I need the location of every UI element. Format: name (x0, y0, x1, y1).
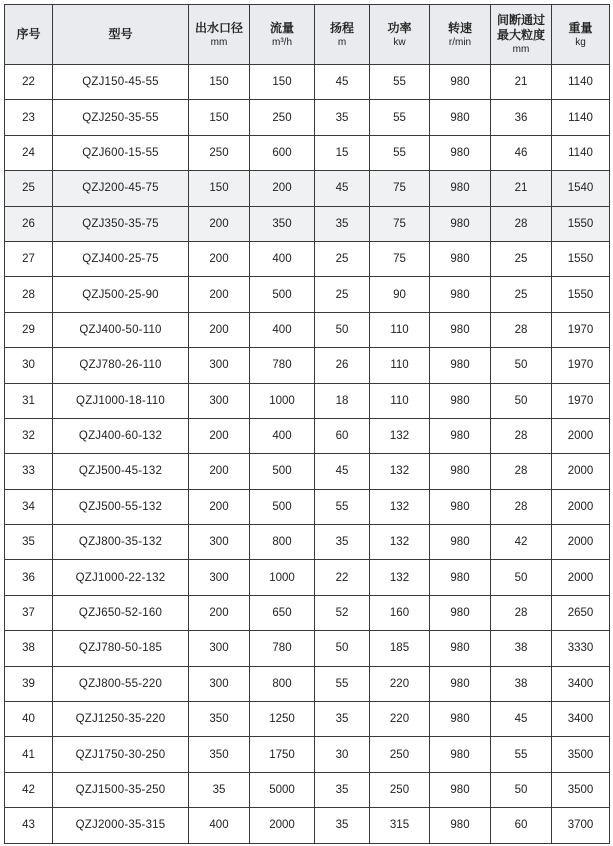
cell-flow: 150 (250, 65, 315, 100)
cell-index: 34 (5, 489, 53, 524)
cell-model: QZJ650-52-160 (53, 595, 189, 630)
header-unit: mm (210, 36, 228, 48)
cell-speed: 980 (430, 206, 491, 241)
cell-index: 30 (5, 348, 53, 383)
cell-flow: 600 (250, 135, 315, 170)
cell-speed: 980 (430, 277, 491, 312)
cell-index: 26 (5, 206, 53, 241)
cell-head: 22 (315, 560, 370, 595)
cell-weight: 1970 (552, 348, 610, 383)
cell-model: QZJ400-60-132 (53, 418, 189, 453)
cell-outlet-diameter: 200 (189, 595, 250, 630)
cell-speed: 980 (430, 241, 491, 276)
cell-max-particle: 25 (491, 241, 552, 276)
cell-power: 315 (370, 808, 430, 843)
cell-speed: 980 (430, 100, 491, 135)
cell-speed: 980 (430, 525, 491, 560)
cell-model: QZJ600-15-55 (53, 135, 189, 170)
cell-flow: 200 (250, 171, 315, 206)
cell-index: 24 (5, 135, 53, 170)
cell-power: 250 (370, 737, 430, 772)
cell-index: 32 (5, 418, 53, 453)
cell-flow: 800 (250, 525, 315, 560)
cell-power: 110 (370, 348, 430, 383)
cell-weight: 3700 (552, 808, 610, 843)
cell-model: QZJ800-55-220 (53, 666, 189, 701)
cell-weight: 3400 (552, 702, 610, 737)
cell-speed: 980 (430, 631, 491, 666)
cell-model: QZJ250-35-55 (53, 100, 189, 135)
cell-weight: 1540 (552, 171, 610, 206)
table-row (5, 383, 610, 418)
table-row (5, 312, 610, 347)
cell-max-particle: 50 (491, 772, 552, 807)
cell-head: 25 (315, 277, 370, 312)
cell-max-particle: 45 (491, 702, 552, 737)
cell-flow: 2000 (250, 808, 315, 843)
cell-power: 160 (370, 595, 430, 630)
cell-model: QZJ150-45-55 (53, 65, 189, 100)
cell-flow: 780 (250, 631, 315, 666)
table-row (5, 808, 610, 843)
cell-speed: 980 (430, 171, 491, 206)
cell-model: QZJ350-35-75 (53, 206, 189, 241)
header-index: 序号 (5, 5, 53, 65)
cell-outlet-diameter: 200 (189, 277, 250, 312)
cell-outlet-diameter: 350 (189, 702, 250, 737)
table-row (5, 277, 610, 312)
cell-index: 25 (5, 171, 53, 206)
cell-outlet-diameter: 300 (189, 525, 250, 560)
cell-max-particle: 28 (491, 312, 552, 347)
header-outlet-diameter: 出水口径 mm (189, 5, 250, 65)
cell-index: 23 (5, 100, 53, 135)
header-weight: 重量 kg (552, 5, 610, 65)
cell-outlet-diameter: 150 (189, 171, 250, 206)
cell-max-particle: 36 (491, 100, 552, 135)
cell-weight: 1140 (552, 100, 610, 135)
cell-weight: 1550 (552, 206, 610, 241)
cell-weight: 2000 (552, 560, 610, 595)
cell-speed: 980 (430, 383, 491, 418)
cell-weight: 3500 (552, 772, 610, 807)
cell-speed: 980 (430, 737, 491, 772)
cell-max-particle: 38 (491, 631, 552, 666)
cell-power: 185 (370, 631, 430, 666)
cell-head: 55 (315, 666, 370, 701)
table-row (5, 560, 610, 595)
cell-max-particle: 28 (491, 595, 552, 630)
table-row (5, 525, 610, 560)
cell-speed: 980 (430, 418, 491, 453)
cell-head: 52 (315, 595, 370, 630)
cell-outlet-diameter: 150 (189, 100, 250, 135)
cell-index: 35 (5, 525, 53, 560)
cell-flow: 1000 (250, 560, 315, 595)
cell-max-particle: 50 (491, 383, 552, 418)
cell-weight: 1140 (552, 65, 610, 100)
table-row (5, 135, 610, 170)
cell-max-particle: 60 (491, 808, 552, 843)
table-row (5, 100, 610, 135)
cell-speed: 980 (430, 702, 491, 737)
cell-weight: 3400 (552, 666, 610, 701)
cell-head: 35 (315, 702, 370, 737)
cell-speed: 980 (430, 454, 491, 489)
cell-max-particle: 28 (491, 454, 552, 489)
cell-power: 132 (370, 489, 430, 524)
cell-flow: 780 (250, 348, 315, 383)
cell-index: 40 (5, 702, 53, 737)
table-row (5, 595, 610, 630)
cell-speed: 980 (430, 595, 491, 630)
cell-flow: 500 (250, 489, 315, 524)
cell-power: 250 (370, 772, 430, 807)
header-unit: kw (393, 36, 406, 48)
cell-power: 220 (370, 702, 430, 737)
cell-head: 35 (315, 808, 370, 843)
cell-weight: 3500 (552, 737, 610, 772)
header-unit: kg (575, 36, 586, 48)
pump-spec-table (4, 4, 610, 844)
cell-weight: 1140 (552, 135, 610, 170)
cell-speed: 980 (430, 135, 491, 170)
cell-outlet-diameter: 250 (189, 135, 250, 170)
cell-flow: 400 (250, 312, 315, 347)
cell-power: 75 (370, 241, 430, 276)
cell-weight: 2000 (552, 418, 610, 453)
cell-head: 50 (315, 631, 370, 666)
table-row (5, 772, 610, 807)
cell-model: QZJ400-25-75 (53, 241, 189, 276)
cell-power: 75 (370, 171, 430, 206)
cell-model: QZJ1750-30-250 (53, 737, 189, 772)
cell-index: 37 (5, 595, 53, 630)
cell-index: 42 (5, 772, 53, 807)
cell-power: 132 (370, 418, 430, 453)
cell-outlet-diameter: 150 (189, 65, 250, 100)
cell-head: 25 (315, 241, 370, 276)
table-row (5, 171, 610, 206)
cell-outlet-diameter: 300 (189, 631, 250, 666)
table-body (5, 65, 610, 844)
cell-weight: 2000 (552, 525, 610, 560)
cell-outlet-diameter: 200 (189, 206, 250, 241)
cell-power: 55 (370, 100, 430, 135)
cell-outlet-diameter: 200 (189, 418, 250, 453)
cell-model: QZJ200-45-75 (53, 171, 189, 206)
cell-max-particle: 21 (491, 65, 552, 100)
cell-max-particle: 25 (491, 277, 552, 312)
cell-max-particle: 42 (491, 525, 552, 560)
cell-outlet-diameter: 200 (189, 489, 250, 524)
cell-weight: 2650 (552, 595, 610, 630)
cell-flow: 350 (250, 206, 315, 241)
cell-outlet-diameter: 200 (189, 312, 250, 347)
table-row (5, 241, 610, 276)
cell-speed: 980 (430, 808, 491, 843)
cell-model: QZJ800-35-132 (53, 525, 189, 560)
cell-speed: 980 (430, 65, 491, 100)
header-unit: mm (512, 44, 530, 55)
cell-head: 60 (315, 418, 370, 453)
header-model: 型号 (53, 5, 189, 65)
cell-model: QZJ2000-35-315 (53, 808, 189, 843)
cell-outlet-diameter: 35 (189, 772, 250, 807)
cell-index: 43 (5, 808, 53, 843)
cell-weight: 2000 (552, 489, 610, 524)
header-flow: 流量 m³/h (250, 5, 315, 65)
cell-max-particle: 21 (491, 171, 552, 206)
cell-head: 26 (315, 348, 370, 383)
table-row (5, 418, 610, 453)
cell-model: QZJ400-50-110 (53, 312, 189, 347)
header-unit: m (337, 36, 347, 48)
cell-speed: 980 (430, 772, 491, 807)
table-row (5, 702, 610, 737)
cell-max-particle: 55 (491, 737, 552, 772)
table-row (5, 737, 610, 772)
cell-head: 45 (315, 171, 370, 206)
cell-index: 33 (5, 454, 53, 489)
cell-weight: 1550 (552, 277, 610, 312)
table-row (5, 454, 610, 489)
cell-index: 38 (5, 631, 53, 666)
table-row (5, 65, 610, 100)
cell-head: 15 (315, 135, 370, 170)
cell-outlet-diameter: 200 (189, 454, 250, 489)
cell-flow: 1750 (250, 737, 315, 772)
cell-flow: 5000 (250, 772, 315, 807)
cell-outlet-diameter: 300 (189, 560, 250, 595)
cell-head: 35 (315, 206, 370, 241)
cell-speed: 980 (430, 666, 491, 701)
cell-model: QZJ500-45-132 (53, 454, 189, 489)
cell-head: 35 (315, 525, 370, 560)
cell-power: 132 (370, 525, 430, 560)
cell-outlet-diameter: 400 (189, 808, 250, 843)
cell-head: 35 (315, 100, 370, 135)
cell-index: 41 (5, 737, 53, 772)
cell-weight: 3330 (552, 631, 610, 666)
cell-max-particle: 38 (491, 666, 552, 701)
cell-index: 27 (5, 241, 53, 276)
cell-outlet-diameter: 350 (189, 737, 250, 772)
cell-speed: 980 (430, 560, 491, 595)
cell-max-particle: 50 (491, 560, 552, 595)
cell-power: 75 (370, 206, 430, 241)
cell-weight: 2000 (552, 454, 610, 489)
cell-head: 18 (315, 383, 370, 418)
cell-flow: 400 (250, 241, 315, 276)
cell-index: 28 (5, 277, 53, 312)
cell-model: QZJ780-50-185 (53, 631, 189, 666)
cell-power: 55 (370, 65, 430, 100)
cell-max-particle: 28 (491, 489, 552, 524)
cell-index: 29 (5, 312, 53, 347)
header-max-particle: 间断通过 最大粒度 mm (491, 5, 552, 65)
cell-flow: 1000 (250, 383, 315, 418)
table-row (5, 206, 610, 241)
cell-flow: 650 (250, 595, 315, 630)
cell-speed: 980 (430, 312, 491, 347)
header-head: 扬程 m (315, 5, 370, 65)
header-power: 功率 kw (370, 5, 430, 65)
cell-flow: 400 (250, 418, 315, 453)
cell-outlet-diameter: 200 (189, 241, 250, 276)
cell-index: 31 (5, 383, 53, 418)
table-row (5, 666, 610, 701)
cell-flow: 500 (250, 277, 315, 312)
cell-weight: 1970 (552, 312, 610, 347)
cell-head: 45 (315, 454, 370, 489)
cell-flow: 250 (250, 100, 315, 135)
cell-head: 45 (315, 65, 370, 100)
cell-index: 36 (5, 560, 53, 595)
cell-model: QZJ1500-35-250 (53, 772, 189, 807)
header-unit: m³/h (272, 36, 292, 48)
cell-power: 90 (370, 277, 430, 312)
cell-power: 132 (370, 560, 430, 595)
cell-speed: 980 (430, 489, 491, 524)
cell-head: 50 (315, 312, 370, 347)
cell-model: QZJ1000-22-132 (53, 560, 189, 595)
table-row (5, 631, 610, 666)
table-row (5, 489, 610, 524)
cell-model: QZJ500-25-90 (53, 277, 189, 312)
cell-model: QZJ1000-18-110 (53, 383, 189, 418)
header-unit: r/min (448, 36, 472, 48)
header-speed: 转速 r/min (430, 5, 491, 65)
cell-flow: 800 (250, 666, 315, 701)
cell-power: 55 (370, 135, 430, 170)
cell-max-particle: 50 (491, 348, 552, 383)
cell-power: 110 (370, 383, 430, 418)
cell-index: 22 (5, 65, 53, 100)
spec-table-container (4, 4, 609, 844)
cell-max-particle: 28 (491, 206, 552, 241)
cell-max-particle: 28 (491, 418, 552, 453)
cell-model: QZJ780-26-110 (53, 348, 189, 383)
cell-power: 132 (370, 454, 430, 489)
cell-speed: 980 (430, 348, 491, 383)
cell-head: 55 (315, 489, 370, 524)
cell-outlet-diameter: 300 (189, 383, 250, 418)
cell-head: 35 (315, 772, 370, 807)
cell-flow: 1250 (250, 702, 315, 737)
cell-max-particle: 46 (491, 135, 552, 170)
cell-power: 220 (370, 666, 430, 701)
cell-weight: 1550 (552, 241, 610, 276)
cell-outlet-diameter: 300 (189, 666, 250, 701)
cell-flow: 500 (250, 454, 315, 489)
table-row (5, 348, 610, 383)
cell-model: QZJ1250-35-220 (53, 702, 189, 737)
cell-head: 30 (315, 737, 370, 772)
cell-index: 39 (5, 666, 53, 701)
header-row (5, 5, 610, 65)
cell-outlet-diameter: 300 (189, 348, 250, 383)
cell-model: QZJ500-55-132 (53, 489, 189, 524)
cell-power: 110 (370, 312, 430, 347)
cell-weight: 1970 (552, 383, 610, 418)
